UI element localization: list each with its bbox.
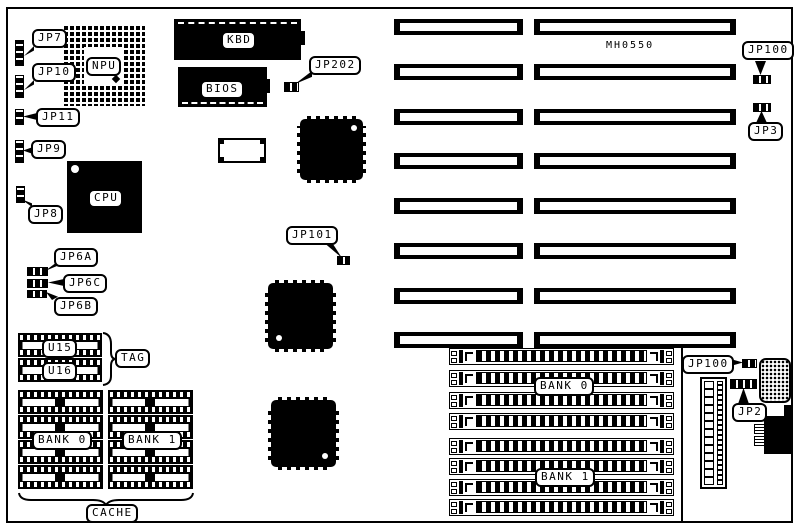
simm-slot-part <box>666 482 672 487</box>
dip-socket-part <box>110 482 191 487</box>
dip-socket-part <box>111 474 190 481</box>
dip-socket-part <box>21 424 100 431</box>
dip-socket-part <box>110 407 191 412</box>
simm-slot-part <box>650 442 658 451</box>
dip-socket-part <box>20 392 101 397</box>
simm-slot-part <box>666 489 672 494</box>
simm-slot-part <box>451 509 457 514</box>
simm-slot-part <box>465 374 473 383</box>
simm-slot-part <box>660 415 664 428</box>
simm-slot-part <box>660 460 664 473</box>
simm-slot-part <box>451 380 457 385</box>
crystal-corner <box>220 140 224 144</box>
simm-slot-part <box>459 350 463 363</box>
cache-dip-socket <box>108 390 193 414</box>
dip-socket-part <box>20 467 101 472</box>
isa-slot-segment <box>534 153 736 169</box>
simm-slot-part <box>666 468 672 473</box>
qfp-pins <box>265 290 268 342</box>
simm-slot-part <box>650 483 658 492</box>
simm-slot-part <box>459 460 463 473</box>
simm-slot-part <box>666 395 672 400</box>
piezo-grid-component <box>759 358 791 403</box>
simm-slot-part <box>459 372 463 385</box>
simm-slot-part <box>459 394 463 407</box>
jp6c-label: JP6C <box>63 274 107 293</box>
simm-slot-part <box>666 441 672 446</box>
tag-label: TAG <box>115 349 150 368</box>
jp100-top-label: JP100 <box>742 41 794 60</box>
cache-bank0-label: BANK 0 <box>32 431 92 450</box>
simm-slot-part <box>660 481 664 494</box>
jp101-label: JP101 <box>286 226 338 245</box>
crystal-oscillator <box>218 138 266 163</box>
simm-slot-part <box>465 417 473 426</box>
jp202-label: JP202 <box>309 56 361 75</box>
board-model-text: MH0550 <box>606 40 655 51</box>
qfp-chip-1 <box>300 119 363 180</box>
power-header-pins <box>704 381 714 485</box>
simm-slot-part <box>666 502 672 507</box>
simm-slot-part <box>650 352 658 361</box>
qfp-pins <box>297 126 300 173</box>
simm-slot-part <box>666 402 672 407</box>
kbd-label: KBD <box>221 31 256 50</box>
simm-slot-part <box>451 358 457 363</box>
jp202-jumper <box>284 82 299 92</box>
simm-slot-part <box>465 396 473 405</box>
bios-label: BIOS <box>200 80 244 99</box>
qfp-chip-3 <box>271 400 336 467</box>
simm-slot-part <box>660 501 664 514</box>
qfp-pins <box>307 180 356 183</box>
dip-socket-part <box>110 467 191 472</box>
memory-bank0-label: BANK 0 <box>534 377 594 396</box>
jp6b-label: JP6B <box>54 297 98 316</box>
simm-slot-part <box>451 502 457 507</box>
dip-socket-part <box>20 482 101 487</box>
jp6b-jumper <box>27 290 47 298</box>
simm-slot-part <box>666 351 672 356</box>
board-region-divider <box>681 347 683 523</box>
isa-slot-segment <box>394 64 523 80</box>
qfp-pins <box>275 280 326 283</box>
dip-socket-part <box>110 457 191 462</box>
simm-slot-part <box>660 394 664 407</box>
simm-slot-part <box>451 448 457 453</box>
keyboard-connector-tab <box>754 436 765 446</box>
dip-socket-part <box>110 392 191 397</box>
dip-socket-part <box>20 407 101 412</box>
simm-slot-part <box>465 503 473 512</box>
crystal-corner <box>220 157 224 161</box>
simm-slot-part <box>459 440 463 453</box>
simm-slot-part <box>451 441 457 446</box>
jp6c-jumper <box>27 279 48 288</box>
simm-slot-part <box>476 501 647 513</box>
jp100-top-jumper <box>753 75 771 84</box>
jp11-jumper <box>15 109 24 125</box>
simm-slot-part <box>650 417 658 426</box>
kbd-chip-notch <box>297 31 305 45</box>
simm-slot-part <box>666 416 672 421</box>
isa-slot-segment <box>394 198 523 214</box>
isa-slot-segment <box>534 109 736 125</box>
isa-slot-segment <box>534 198 736 214</box>
qfp-pins <box>275 349 326 352</box>
isa-slot-segment <box>394 109 523 125</box>
jp101-jumper <box>337 256 350 265</box>
simm-slot-part <box>660 372 664 385</box>
simm-slot-part <box>451 461 457 466</box>
simm-slot-part <box>476 440 647 452</box>
simm-slot-bank0 <box>449 413 674 430</box>
simm-slot-part <box>476 350 647 362</box>
simm-slot-part <box>451 373 457 378</box>
simm-slot-part <box>666 423 672 428</box>
cpu-pin1-marker <box>71 165 79 173</box>
bios-chip-dash <box>182 102 263 104</box>
qfp-pins <box>363 126 366 173</box>
cache-label: CACHE <box>86 504 138 523</box>
simm-slot-part <box>451 395 457 400</box>
qfp-pins <box>307 116 356 119</box>
jp9-jumper <box>15 140 24 163</box>
jp11-label: JP11 <box>36 108 80 127</box>
simm-slot-part <box>459 415 463 428</box>
simm-slot-part <box>666 380 672 385</box>
dip-socket-part <box>20 457 101 462</box>
jp2-jumper <box>730 379 757 389</box>
isa-slot-segment <box>394 332 523 348</box>
dip-socket-part <box>20 417 101 422</box>
isa-slot-segment <box>534 288 736 304</box>
cache-dip-socket <box>108 465 193 489</box>
simm-slot-part <box>451 489 457 494</box>
jp8-label: JP8 <box>28 205 63 224</box>
jp6a-label: JP6A <box>54 248 98 267</box>
simm-slot-part <box>465 352 473 361</box>
qfp-pins <box>336 407 339 460</box>
jp6a-jumper <box>27 267 48 276</box>
simm-slot-part <box>650 396 658 405</box>
power-header-connector <box>700 377 727 489</box>
simm-slot-part <box>650 462 658 471</box>
simm-slot-part <box>650 503 658 512</box>
dip-socket-part <box>21 399 100 406</box>
qfp-pins <box>278 467 329 470</box>
npu-label: NPU <box>86 57 121 76</box>
u15-label: U15 <box>42 339 77 358</box>
qfp-pin1-marker <box>351 125 357 131</box>
dip-socket-part <box>21 474 100 481</box>
keyboard-connector-tab <box>754 424 765 434</box>
qfp-chip-2 <box>268 283 333 349</box>
isa-slot-segment <box>394 288 523 304</box>
crystal-corner <box>260 140 264 144</box>
simm-slot-bank1 <box>449 438 674 455</box>
isa-slot-segment <box>534 19 736 35</box>
simm-slot-part <box>451 402 457 407</box>
keyboard-connector-body <box>764 416 793 454</box>
jp100-bottom-jumper <box>742 359 757 368</box>
simm-slot-part <box>666 448 672 453</box>
simm-slot-part <box>660 350 664 363</box>
jp3-label: JP3 <box>748 122 783 141</box>
memory-bank1-label: BANK 1 <box>535 468 595 487</box>
qfp-pin1-marker <box>276 335 282 341</box>
simm-slot-part <box>451 423 457 428</box>
keyboard-connector-step <box>784 405 793 419</box>
kbd-chip-dash <box>178 22 297 24</box>
simm-slot-part <box>650 374 658 383</box>
simm-slot-bank0 <box>449 348 674 365</box>
cache-dip-socket <box>18 390 103 414</box>
simm-slot-part <box>465 442 473 451</box>
simm-slot-part <box>451 351 457 356</box>
simm-slot-part <box>459 481 463 494</box>
jp9-label: JP9 <box>31 140 66 159</box>
simm-slot-part <box>451 468 457 473</box>
qfp-pins <box>268 407 271 460</box>
bios-chip-notch <box>263 79 270 93</box>
simm-slot-part <box>465 462 473 471</box>
jp100-bottom-label: JP100 <box>682 355 734 374</box>
cache-bank1-label: BANK 1 <box>122 431 182 450</box>
power-header-comb <box>717 381 723 485</box>
cpu-label: CPU <box>88 189 123 208</box>
isa-slot-segment <box>534 243 736 259</box>
jp10-jumper <box>15 75 24 98</box>
simm-slot-part <box>451 416 457 421</box>
crystal-corner <box>260 157 264 161</box>
simm-slot-part <box>666 373 672 378</box>
jp3-jumper <box>753 103 771 112</box>
simm-slot-part <box>465 483 473 492</box>
simm-slot-bank1 <box>449 499 674 516</box>
isa-slot-segment <box>534 64 736 80</box>
qfp-pin1-marker <box>322 453 328 459</box>
qfp-pins <box>333 290 336 342</box>
jp7-label: JP7 <box>32 29 67 48</box>
jp10-label: JP10 <box>32 63 76 82</box>
isa-slot-segment <box>534 332 736 348</box>
isa-slot-segment <box>394 19 523 35</box>
isa-slot-segment <box>394 153 523 169</box>
simm-slot-part <box>451 482 457 487</box>
simm-slot-part <box>660 440 664 453</box>
jp2-label: JP2 <box>732 403 767 422</box>
dip-socket-part <box>110 417 191 422</box>
simm-slot-part <box>666 509 672 514</box>
simm-slot-part <box>459 501 463 514</box>
qfp-pins <box>278 397 329 400</box>
simm-slot-part <box>666 461 672 466</box>
simm-slot-part <box>666 358 672 363</box>
jp7-jumper <box>15 40 24 66</box>
u16-label: U16 <box>42 362 77 381</box>
dip-socket-part <box>111 424 190 431</box>
simm-slot-part <box>476 415 647 427</box>
isa-slot-segment <box>394 243 523 259</box>
cache-dip-socket <box>18 465 103 489</box>
dip-socket-part <box>111 399 190 406</box>
